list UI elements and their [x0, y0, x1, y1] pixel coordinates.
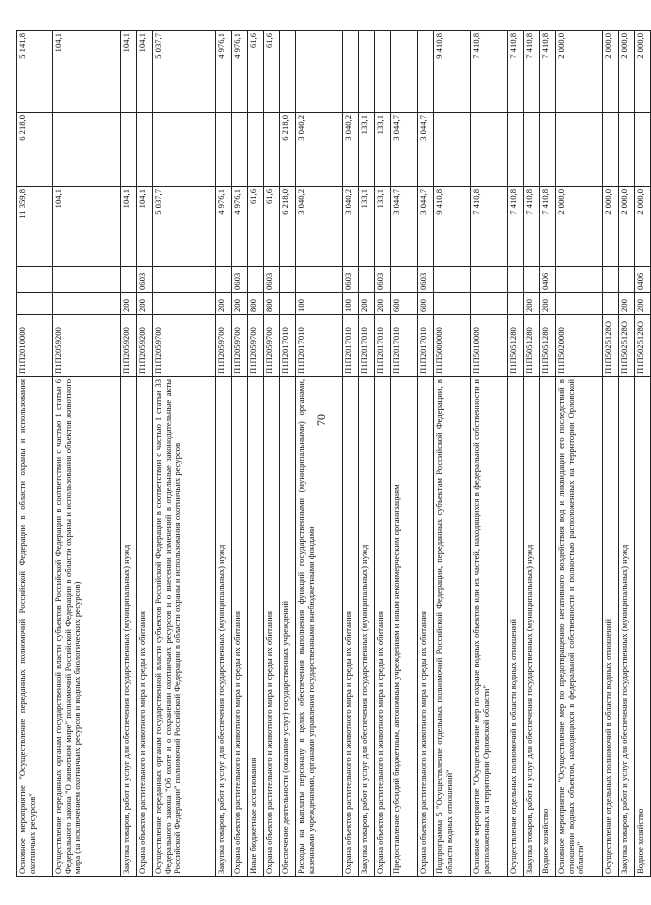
target-article-code: П1П5051280 — [540, 315, 556, 377]
table-row — [153, 31, 216, 877]
expense-type-code: 600 — [418, 293, 434, 315]
amount-regional — [434, 113, 471, 187]
target-article-code: П1П2059700 — [264, 315, 280, 377]
table-row — [391, 31, 418, 877]
row-description: Закупка товаров, работ и услуг для обеспечения государственных (муниципальных) нужд — [121, 377, 137, 877]
amount-regional — [540, 113, 556, 187]
amount-total: 61,6 — [248, 187, 264, 267]
amount-regional: 3 044,7 — [391, 113, 418, 187]
target-article-code: П1П2059700 — [248, 315, 264, 377]
expense-type-code — [603, 293, 619, 315]
row-description: Осуществление переданных органам государственной власти субъектов Российской Федерации в соответствии с частью 1 статьи 6 Федерального закона "О животном мире" полномочий Российской Федерации в области охраны и использования объектов животного мира (за исключением охотничьих ресурсов и водных биологических ресурсов) — [53, 377, 121, 877]
amount-total: 5 037,7 — [153, 187, 216, 267]
expense-type-code: 200 — [619, 293, 635, 315]
row-description: Закупка товаров, работ и услуг для обеспечения государственных (муниципальных) нужд — [216, 377, 232, 877]
table-row — [619, 31, 635, 877]
budget-table — [16, 30, 651, 877]
target-article-code: П1П2017010 — [280, 315, 296, 377]
row-description: Водное хозяйство — [540, 377, 556, 877]
section-code — [296, 267, 343, 293]
target-article-code: П1П2059700 — [232, 315, 248, 377]
section-code: 0603 — [137, 267, 153, 293]
section-code — [53, 267, 121, 293]
amount-federal — [343, 31, 359, 113]
row-description: Закупка товаров, работ и услуг для обеспечения государственных (муниципальных) нужд — [619, 377, 635, 877]
section-code — [153, 267, 216, 293]
amount-federal: 2 000,0 — [635, 31, 651, 113]
expense-type-code: 100 — [296, 293, 343, 315]
expense-type-code: 200 — [635, 293, 651, 315]
row-description: Осуществление отдельных полномочий в области водных отношений — [508, 377, 524, 877]
target-article-code: П1П5025128О — [635, 315, 651, 377]
amount-total: 2 000,0 — [603, 187, 619, 267]
amount-total: 7 410,8 — [524, 187, 540, 267]
row-description: Расходы на выплаты персоналу в целях обеспечения выполнения функций государственными (муниципальными) органами, казенными учреждениями, органами управления государственными внебюджетными фондами — [296, 377, 343, 877]
row-description: Обеспечение деятельности (оказание услуг) государственных учреждений — [280, 377, 296, 877]
amount-federal: 2 000,0 — [556, 31, 603, 113]
amount-federal: 4 976,1 — [232, 31, 248, 113]
target-article-code: П1П2017010 — [343, 315, 359, 377]
amount-federal: 61,6 — [248, 31, 264, 113]
expense-type-code: 200 — [375, 293, 391, 315]
amount-total: 11 359,8 — [17, 187, 53, 267]
section-code: 0406 — [540, 267, 556, 293]
expense-type-code: 200 — [540, 293, 556, 315]
section-code — [359, 267, 375, 293]
amount-regional — [635, 113, 651, 187]
expense-type-code: 200 — [232, 293, 248, 315]
amount-federal: 4 976,1 — [216, 31, 232, 113]
amount-regional — [53, 113, 121, 187]
amount-federal: 5 037,7 — [153, 31, 216, 113]
expense-type-code — [556, 293, 603, 315]
table-row — [137, 31, 153, 877]
table-row — [434, 31, 471, 877]
amount-federal: 7 410,8 — [508, 31, 524, 113]
table-row — [280, 31, 296, 877]
expense-type-code — [508, 293, 524, 315]
expense-type-code — [53, 293, 121, 315]
expense-type-code — [17, 293, 53, 315]
amount-federal: 2 000,0 — [619, 31, 635, 113]
amount-federal — [391, 31, 418, 113]
expense-type-code — [153, 293, 216, 315]
amount-federal: 104,1 — [53, 31, 121, 113]
amount-total: 133,1 — [359, 187, 375, 267]
amount-total: 3 044,7 — [418, 187, 434, 267]
section-code — [619, 267, 635, 293]
row-description: Осуществление переданных органам государственной власти субъектов Российской Федерации в соответствии с частью 1 статьи 33 Федерального закона "Об охоте и о сохранении охотничьих ресурсов и о внесении изменений в отдельные законодательные акты Российской Федерации" полномочий Российской Федерации в области охраны и использования охотничьих ресурсов — [153, 377, 216, 877]
amount-total: 9 410,8 — [434, 187, 471, 267]
row-description: Охрана объектов растительного и животного мира и среды их обитания — [343, 377, 359, 877]
amount-federal: 5 141,8 — [17, 31, 53, 113]
target-article-code: П1П2017010 — [296, 315, 343, 377]
section-code: 0603 — [264, 267, 280, 293]
amount-regional: 3 044,7 — [418, 113, 434, 187]
amount-regional: 6 218,0 — [17, 113, 53, 187]
table-row — [264, 31, 280, 877]
expense-type-code: 100 — [343, 293, 359, 315]
target-article-code: П1П5010000 — [471, 315, 508, 377]
section-code — [391, 267, 418, 293]
amount-regional: 3 040,2 — [296, 113, 343, 187]
section-code — [248, 267, 264, 293]
expense-type-code: 200 — [359, 293, 375, 315]
section-code: 0406 — [635, 267, 651, 293]
amount-total: 133,1 — [375, 187, 391, 267]
amount-regional — [619, 113, 635, 187]
amount-regional: 3 040,2 — [343, 113, 359, 187]
target-article-code: П1П2059700 — [216, 315, 232, 377]
section-code: 0603 — [232, 267, 248, 293]
target-article-code: П1П5051280 — [524, 315, 540, 377]
table-row — [248, 31, 264, 877]
row-description: Охрана объектов растительного и животного мира и среды их обитания — [232, 377, 248, 877]
amount-total: 3 040,2 — [343, 187, 359, 267]
target-article-code: П1П2017010 — [359, 315, 375, 377]
expense-type-code — [434, 293, 471, 315]
target-article-code: П1П5020000 — [556, 315, 603, 377]
row-description: Охрана объектов растительного и животного мира и среды их обитания — [264, 377, 280, 877]
amount-regional — [153, 113, 216, 187]
amount-regional — [508, 113, 524, 187]
row-description: Основное мероприятие "Осуществление мер по предотвращению негативного воздействия вод и ликвидации его последствий в отношении водных объектов, находящихся в федеральной собственности и полностью расположенных на территории Орловской области" — [556, 377, 603, 877]
expense-type-code: 200 — [216, 293, 232, 315]
target-article-code: П1П2017010 — [418, 315, 434, 377]
amount-total: 2 000,0 — [619, 187, 635, 267]
section-code — [508, 267, 524, 293]
amount-total: 61,6 — [264, 187, 280, 267]
amount-regional — [121, 113, 137, 187]
expense-type-code — [471, 293, 508, 315]
section-code — [216, 267, 232, 293]
table-row — [524, 31, 540, 877]
table-row — [53, 31, 121, 877]
table-row — [418, 31, 434, 877]
row-description: Иные бюджетные ассигнования — [248, 377, 264, 877]
table-row — [17, 31, 53, 877]
section-code — [603, 267, 619, 293]
amount-federal: 9 410,8 — [434, 31, 471, 113]
amount-regional: 6 218,0 — [280, 113, 296, 187]
amount-federal — [375, 31, 391, 113]
amount-federal: 104,1 — [137, 31, 153, 113]
table-row — [508, 31, 524, 877]
section-code — [121, 267, 137, 293]
amount-federal: 61,6 — [264, 31, 280, 113]
target-article-code: П1П2017010 — [375, 315, 391, 377]
amount-federal — [418, 31, 434, 113]
expense-type-code: 800 — [248, 293, 264, 315]
target-article-code: П1П2059200 — [121, 315, 137, 377]
section-code: 0603 — [375, 267, 391, 293]
amount-total: 104,1 — [53, 187, 121, 267]
row-description: Закупка товаров, работ и услуг для обеспечения государственных (муниципальных) нужд — [524, 377, 540, 877]
expense-type-code: 200 — [524, 293, 540, 315]
section-code — [524, 267, 540, 293]
section-code: 0603 — [418, 267, 434, 293]
table-row — [540, 31, 556, 877]
expense-type-code: 200 — [121, 293, 137, 315]
amount-regional: 133,1 — [359, 113, 375, 187]
amount-total: 4 976,1 — [232, 187, 248, 267]
row-description: Охрана объектов растительного и животного мира и среды их обитания — [137, 377, 153, 877]
amount-total: 3 040,2 — [296, 187, 343, 267]
amount-total: 104,1 — [121, 187, 137, 267]
amount-regional — [524, 113, 540, 187]
table-row — [343, 31, 359, 877]
table-row — [603, 31, 619, 877]
section-code — [434, 267, 471, 293]
table-row — [359, 31, 375, 877]
section-code — [556, 267, 603, 293]
amount-federal — [359, 31, 375, 113]
amount-total: 2 000,0 — [635, 187, 651, 267]
amount-federal: 7 410,8 — [471, 31, 508, 113]
amount-regional — [248, 113, 264, 187]
target-article-code: П1П2059700 — [153, 315, 216, 377]
section-code — [471, 267, 508, 293]
target-article-code: П1П2059200 — [137, 315, 153, 377]
table-row — [375, 31, 391, 877]
amount-total: 3 044,7 — [391, 187, 418, 267]
target-article-code: П1П2017010 — [391, 315, 418, 377]
amount-regional — [471, 113, 508, 187]
expense-type-code — [280, 293, 296, 315]
amount-federal: 2 000,0 — [603, 31, 619, 113]
amount-federal — [280, 31, 296, 113]
table-row — [635, 31, 651, 877]
table-row — [216, 31, 232, 877]
amount-regional — [216, 113, 232, 187]
amount-federal — [296, 31, 343, 113]
amount-total: 7 410,8 — [471, 187, 508, 267]
amount-total: 4 976,1 — [216, 187, 232, 267]
amount-total: 7 410,8 — [508, 187, 524, 267]
expense-type-code: 800 — [264, 293, 280, 315]
target-article-code: П1П5025128О — [603, 315, 619, 377]
amount-federal: 7 410,8 — [524, 31, 540, 113]
row-description: Основное мероприятие "Осуществление мер по охране водных объектов или их частей, находящихся в федеральной собственности и расположенных на территории Орловской области" — [471, 377, 508, 877]
page-number: 70 — [314, 414, 328, 426]
table-row — [556, 31, 603, 877]
section-code — [280, 267, 296, 293]
row-description: Осуществление отдельных полномочий в области водных отношений — [603, 377, 619, 877]
amount-federal: 7 410,8 — [540, 31, 556, 113]
expense-type-code: 200 — [137, 293, 153, 315]
rotated-table-frame — [16, 31, 645, 877]
amount-federal: 104,1 — [121, 31, 137, 113]
amount-regional — [232, 113, 248, 187]
amount-regional — [264, 113, 280, 187]
row-description: Охрана объектов растительного и животного мира и среды их обитания — [375, 377, 391, 877]
target-article-code: П1П2059200 — [53, 315, 121, 377]
row-description: Водное хозяйство — [635, 377, 651, 877]
amount-total: 104,1 — [137, 187, 153, 267]
amount-regional — [137, 113, 153, 187]
target-article-code: П1П2010000 — [17, 315, 53, 377]
table-row — [296, 31, 343, 877]
section-code: 0603 — [343, 267, 359, 293]
target-article-code: П1П5051280 — [508, 315, 524, 377]
table-row — [471, 31, 508, 877]
row-description: Основное мероприятие "Осуществление переданных полномочий Российской Федерации в области охраны и использования охотничьих ресурсов" — [17, 377, 53, 877]
amount-regional: 133,1 — [375, 113, 391, 187]
amount-total: 7 410,8 — [540, 187, 556, 267]
row-description: Закупка товаров, работ и услуг для обеспечения государственных (муниципальных) нужд — [359, 377, 375, 877]
table-row — [232, 31, 248, 877]
section-code — [17, 267, 53, 293]
row-description: Охрана объектов растительного и животного мира и среды их обитания — [418, 377, 434, 877]
table-row — [121, 31, 137, 877]
row-description: Предоставление субсидий бюджетным, автономным учреждениям и иным некоммерческим организациям — [391, 377, 418, 877]
target-article-code: П1П5000000 — [434, 315, 471, 377]
row-description: Подпрограмма 5 "Осуществление отдельных полномочий Российской Федерации, переданных субъектам Российской Федерации, в области водных отношений" — [434, 377, 471, 877]
amount-total: 2 000,0 — [556, 187, 603, 267]
amount-regional — [603, 113, 619, 187]
amount-total: 6 218,0 — [280, 187, 296, 267]
amount-regional — [556, 113, 603, 187]
target-article-code: П1П5025128О — [619, 315, 635, 377]
expense-type-code: 600 — [391, 293, 418, 315]
